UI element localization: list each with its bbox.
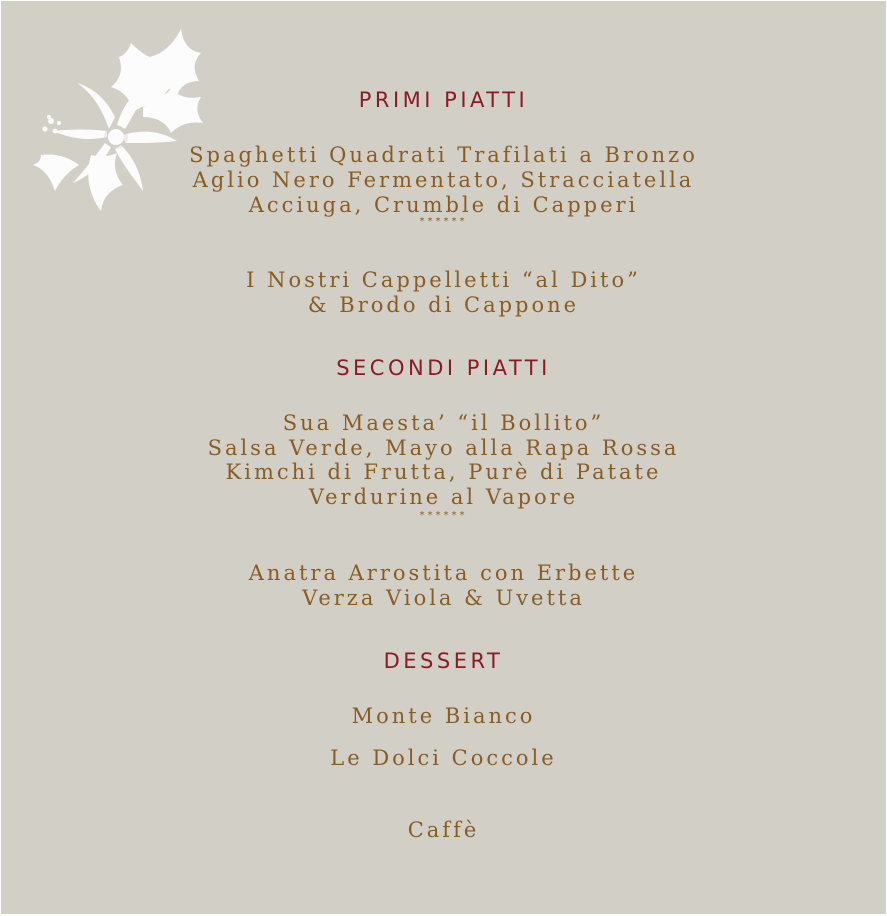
section-heading-dessert: DESSERT bbox=[383, 649, 504, 673]
dish-line: Monte Bianco bbox=[351, 704, 536, 728]
dish-line: & Brodo di Cappone bbox=[307, 293, 580, 317]
separator-stars: ****** bbox=[419, 216, 468, 227]
coffee-line: Caffè bbox=[407, 818, 480, 842]
section-heading-primi: PRIMI PIATTI bbox=[358, 88, 529, 112]
dish-line: Aglio Nero Fermentato, Stracciatella bbox=[192, 168, 695, 192]
separator-stars: ****** bbox=[419, 510, 468, 521]
dish-line: Acciuga, Crumble di Capperi bbox=[248, 193, 639, 217]
dish-line: Salsa Verde, Mayo alla Rapa Rossa bbox=[207, 436, 680, 460]
section-heading-secondi: SECONDI PIATTI bbox=[336, 356, 551, 380]
dish-line: Le Dolci Coccole bbox=[330, 746, 557, 770]
dish-line: Kimchi di Frutta, Purè di Patate bbox=[225, 460, 662, 484]
dish-line: I Nostri Cappelletti “al Dito” bbox=[246, 268, 641, 292]
dish-line: Verza Viola & Uvetta bbox=[302, 586, 585, 610]
dish-line: Spaghetti Quadrati Trafilati a Bronzo bbox=[189, 143, 698, 167]
menu-page bbox=[1, 1, 886, 914]
dish-line: Verdurine al Vapore bbox=[308, 485, 579, 509]
dish-line: Sua Maesta’ “il Bollito” bbox=[282, 411, 605, 435]
dish-line: Anatra Arrostita con Erbette bbox=[248, 561, 639, 585]
